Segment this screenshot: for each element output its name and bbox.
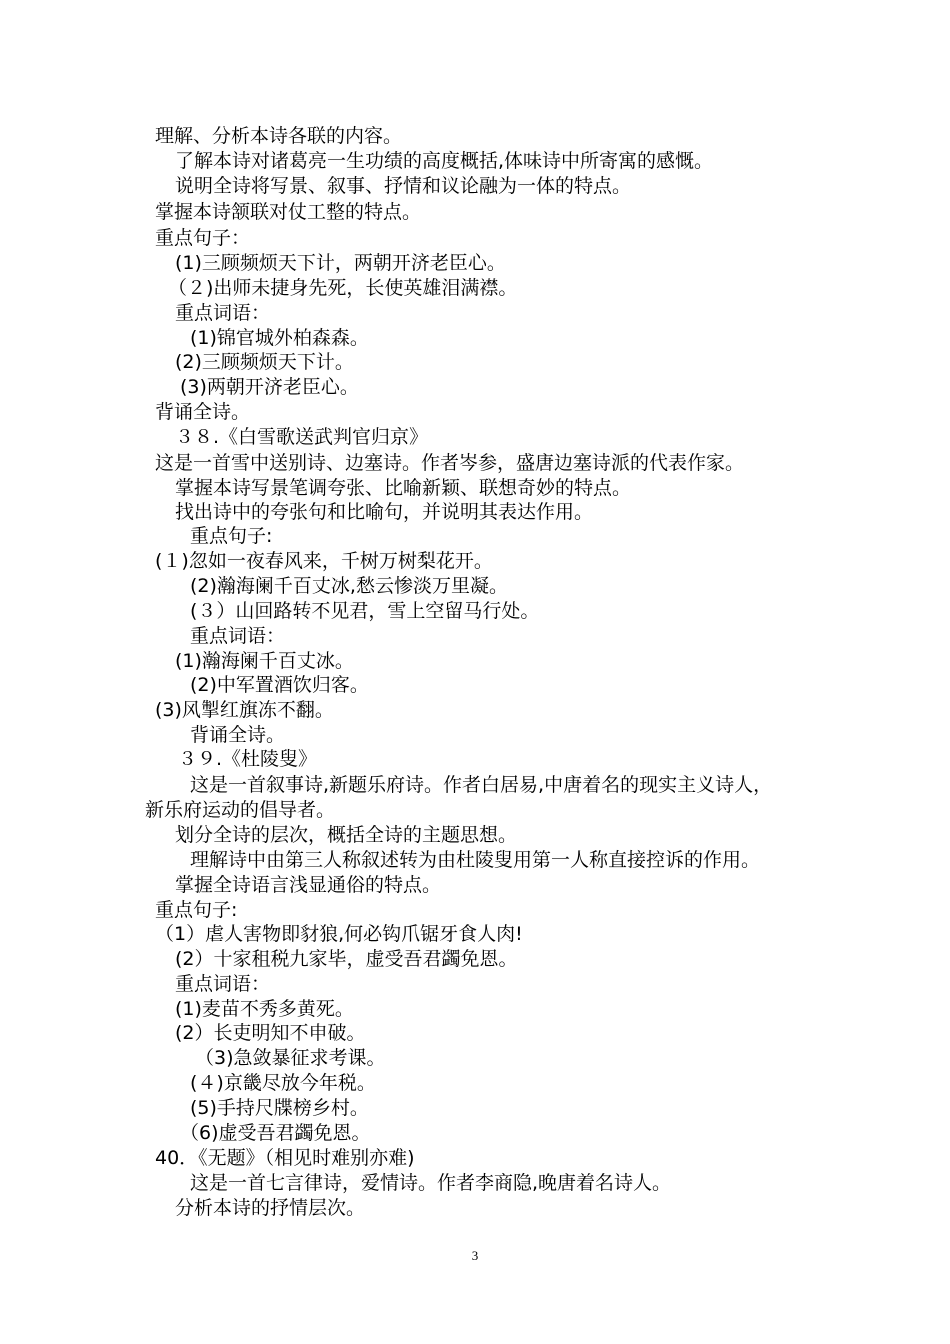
text-line: (４)京畿尽放今年税。 — [190, 1072, 376, 1094]
text-line: 掌握本诗写景笔调夸张、比喻新颖、联想奇妙的特点。 — [175, 477, 632, 499]
section-label: 重点词语： — [175, 973, 271, 995]
text-line: (３）山回路转不见君，雪上空留马行处。 — [190, 600, 540, 622]
text-line: （1）虐人害物即豺狼,何必钩爪锯牙食人肉! — [155, 923, 523, 945]
text-line: 这是一首叙事诗,新题乐府诗。作者白居易,中唐着名的现实主义诗人， — [190, 774, 773, 796]
text-line: (2）长吏明知不申破。 — [175, 1022, 366, 1044]
text-line: 理解、分析本诗各联的内容。 — [155, 125, 403, 147]
text-line: 掌握全诗语言浅显通俗的特点。 — [175, 874, 442, 896]
text-line: (1)麦苗不秀多黄死。 — [175, 998, 354, 1020]
text-line: (2)瀚海阑千百丈冰,愁云惨淡万里凝。 — [190, 575, 508, 597]
poem-heading: 40．《无题》（相见时难别亦难) — [155, 1147, 415, 1169]
text-line: (1)瀚海阑千百丈冰。 — [175, 650, 354, 672]
text-line: 了解本诗对诸葛亮一生功绩的高度概括,体味诗中所寄寓的感慨。 — [175, 150, 714, 172]
text-line: 找出诗中的夸张句和比喻句，并说明其表达作用。 — [175, 501, 594, 523]
text-line: (3)风掣红旗冻不翻。 — [155, 699, 334, 721]
section-label: 重点句子： — [155, 227, 251, 249]
text-line: (１)忽如一夜春风来，千树万树梨花开。 — [155, 550, 493, 572]
section-label: 重点词语： — [190, 625, 286, 647]
text-line: 掌握本诗颔联对仗工整的特点。 — [155, 201, 422, 223]
text-line: (2)中军置酒饮归客。 — [190, 674, 369, 696]
text-line: 理解诗中由第三人称叙述转为由杜陵叟用第一人称直接控诉的作用。 — [190, 849, 761, 871]
text-line: (2）十家租税九家毕，虚受吾君蠲免恩。 — [175, 948, 518, 970]
text-line: 新乐府运动的倡导者。 — [145, 799, 336, 821]
text-line: 分析本诗的抒情层次。 — [175, 1197, 366, 1219]
text-line: 背诵全诗。 — [190, 724, 286, 746]
text-line: (5)手持尺牒榜乡村。 — [190, 1097, 369, 1119]
page-number: 3 — [471, 1248, 479, 1263]
text-line: （3)急敛暴征求考课。 — [195, 1047, 386, 1069]
section-label: 重点词语： — [175, 302, 271, 324]
text-line: (1)三顾频烦天下计，两朝开济老臣心。 — [175, 252, 506, 274]
poem-heading: ３８.《白雪歌送武判官归京》 — [175, 426, 429, 448]
text-line: (2)三顾频烦天下计。 — [175, 351, 354, 373]
text-line: （6)虚受吾君蠲免恩。 — [180, 1122, 371, 1144]
text-line: 说明全诗将写景、叙事、抒情和议论融为一体的特点。 — [175, 175, 632, 197]
text-line: （２)出师未捷身先死，长使英雄泪满襟。 — [168, 277, 518, 299]
section-label: 重点句子: — [155, 899, 238, 921]
text-line: (3)两朝开济老臣心。 — [180, 376, 359, 398]
section-label: 重点句子: — [190, 525, 273, 547]
text-line: (1)锦官城外柏森森。 — [190, 327, 369, 349]
text-line: 划分全诗的层次，概括全诗的主题思想。 — [175, 824, 518, 846]
text-line: 这是一首七言律诗，爱情诗。作者李商隐,晚唐着名诗人。 — [190, 1172, 672, 1194]
text-line: 这是一首雪中送别诗、边塞诗。作者岑参，盛唐边塞诗派的代表作家。 — [155, 452, 745, 474]
poem-heading: ３９.《杜陵叟》 — [178, 748, 318, 770]
text-line: 背诵全诗。 — [155, 401, 251, 423]
